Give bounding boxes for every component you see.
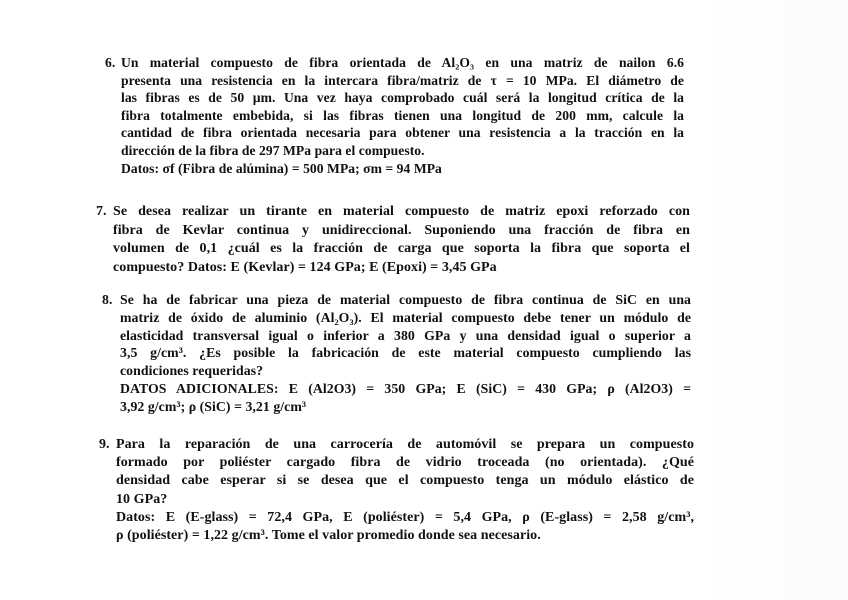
problem-line: las fibras es de 50 µm. Una vez haya comprobado cuál será la longitud crítica de la (121, 90, 684, 106)
page-edge-shading (708, 0, 848, 600)
problem-number: 7. (96, 204, 107, 219)
problem-9 (99, 436, 694, 545)
problem-line: elasticidad transversal igual o inferior a 380 GPa y una densidad igual o superior a (120, 327, 691, 343)
problem-data-line: Datos: E (E-glass) = 72,4 GPa, E (poliéster) = 5,4 GPa, ρ (E-glass) = 2,58 g/cm³, (116, 509, 694, 525)
problem-line: volumen de 0,1 ¿cuál es la fracción de carga que soporta la fibra que soporta el (113, 241, 690, 257)
problem-line: Se desea realizar un tirante en material compuesto de matriz epoxi reforzado con (113, 204, 690, 219)
problem-line: cantidad de fibra orientada necesaria para obtener una resistencia a la tracción en la (121, 125, 684, 141)
problem-line: Un material compuesto de fibra orientada de Al₂O₃ en una matriz de nailon 6.6 (121, 55, 684, 70)
problem-data-line: Datos: σf (Fibra de alúmina) = 500 MPa; σm = 94 MPa (121, 160, 442, 176)
problem-7 (96, 203, 690, 277)
problem-6 (105, 54, 684, 177)
problem-line: dirección de la fibra de 297 MPa para el compuesto. (121, 142, 425, 158)
problem-number: 6. (105, 55, 116, 70)
problem-line: Se ha de fabricar una pieza de material compuesto de fibra continua de SiC en una (120, 292, 691, 307)
problem-data-line: ρ (poliéster) = 1,22 g/cm³. Tome el valor promedio donde sea necesario. (116, 528, 541, 544)
problem-8 (102, 291, 691, 416)
problem-line: condiciones requeridas? (120, 363, 264, 379)
problem-data-line: 3,92 g/cm³; ρ (SiC) = 3,21 g/cm³ (120, 398, 307, 414)
problem-data-line: compuesto? Datos: E (Kevlar) = 124 GPa; E (Epoxi) = 3,45 GPa (113, 259, 497, 275)
problem-line: presenta una resistencia en la intercara fibra/matriz de τ = 10 MPa. El diámetro de (121, 72, 684, 88)
problem-line: fibra de Kevlar continua y unidireccional. Suponiendo una fracción de fibra en (113, 222, 690, 238)
problem-line: densidad cabe esperar si se desea que el compuesto tenga un módulo elástico de (116, 473, 694, 489)
problem-data-line: DATOS ADICIONALES: E (Al2O3) = 350 GPa; E (SiC) = 430 GPa; ρ (Al2O3) = (120, 380, 691, 396)
problem-number: 9. (99, 437, 110, 452)
problem-line: 3,5 g/cm³. ¿Es posible la fabricación de este material compuesto cumpliendo las (120, 345, 691, 361)
problem-line: matriz de óxido de aluminio (Al₂O₃). El material compuesto debe tener un módulo de (120, 309, 691, 325)
problem-line: fibra totalmente embebida, si las fibras tienen una longitud de 200 mm, calcule la (121, 107, 684, 123)
problem-line: 10 GPa? (116, 491, 168, 507)
problem-line: Para la reparación de una carrocería de automóvil se prepara un compuesto (116, 437, 694, 452)
problem-number: 8. (102, 292, 113, 307)
problem-line: formado por poliéster cargado fibra de vidrio troceada (no orientada). ¿Qué (116, 455, 694, 471)
